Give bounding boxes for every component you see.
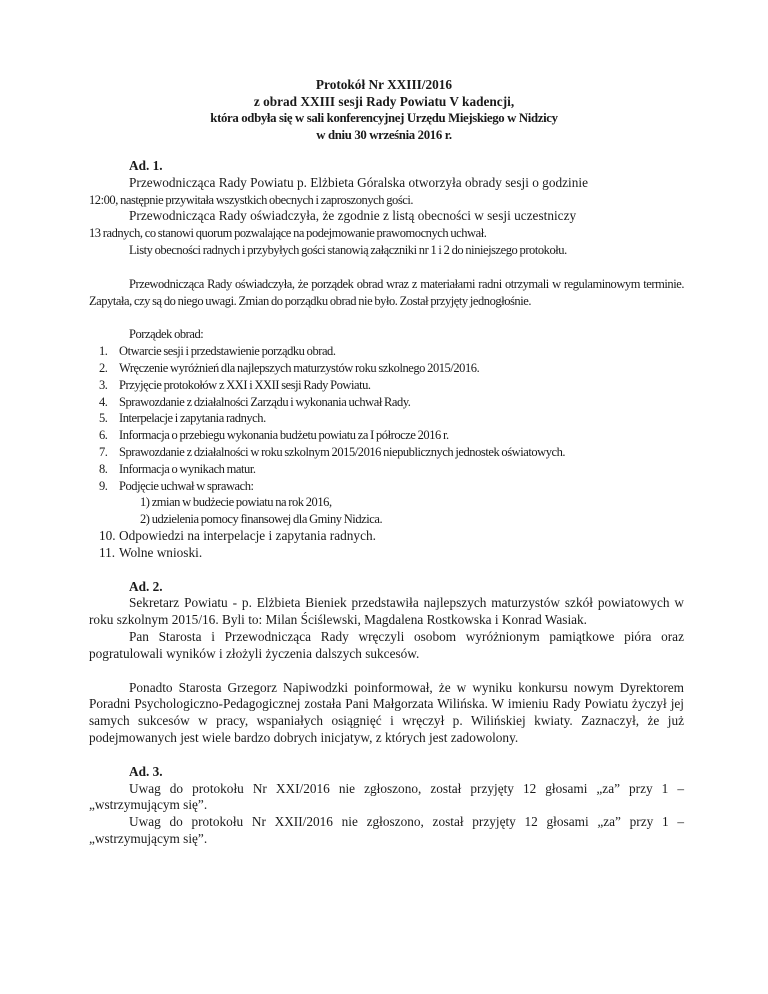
protocol-body (89, 158, 684, 848)
ad3-paragraph-1: Uwag do protokołu Nr XXI/2016 nie zgłoszono, został przyjęty 12 głosami „za” przy 1 – „wstrzymującym się”. (89, 780, 684, 813)
agenda-item: 10. Odpowiedzi na interpelacje i zapytania radnych. (99, 527, 376, 543)
ad1-paragraph-4: Przewodnicząca Rady oświadczyła, że porządek obrad wraz z materiałami radni otrzymali w regulaminowym terminie. Zapytała, czy są do niego uwagi. Zmian do porządku obrad nie było. Został przyjęty jednogłośnie. (89, 276, 684, 308)
agenda-item: 3. Przyjęcie protokołów z XXI i XXII sesji Rady Powiatu. (99, 377, 371, 392)
agenda-item: 9. Podjęcie uchwał w sprawach: (99, 478, 254, 493)
protocol-title: Protokół Nr XXIII/2016 (315, 77, 453, 92)
session-location: która odbyła się w sali konferencyjnej Urzędu Miejskiego w Nidzicy (210, 111, 558, 125)
session-title: z obrad XXIII sesji Rady Powiatu V kadencji, (253, 94, 515, 109)
agenda-subitem: 2) udzielenia pomocy finansowej dla Gminy Nidzica. (140, 512, 383, 527)
agenda-list-tail (89, 528, 684, 562)
agenda-item: 7. Sprawozdanie z działalności w roku szkolnym 2015/2016 niepublicznych jednostek oświatowych. (99, 444, 566, 459)
protocol-header (0, 76, 768, 144)
agenda-item: 2. Wręczenie wyróżnień dla najlepszych maturzystów roku szkolnego 2015/2016. (99, 360, 480, 375)
ad1-paragraph-2b: 13 radnych, co stanowi quorum pozwalające na podejmowanie prawomocnych uchwał. (89, 226, 487, 241)
ad3-heading: Ad. 3. (129, 763, 163, 779)
ad2-heading: Ad. 2. (129, 578, 163, 594)
ad1-heading: Ad. 1. (129, 158, 163, 173)
ad1-paragraph-1b: 12:00, następnie przywitała wszystkich obecnych i zaproszonych gości. (89, 192, 414, 207)
agenda-list (89, 343, 684, 494)
agenda-item: 6. Informacja o przebiegu wykonania budżetu powiatu za I półrocze 2016 r. (99, 428, 449, 443)
ad2-paragraph-1: Sekretarz Powiatu - p. Elżbieta Bieniek przedstawiła najlepszych maturzystów szkół powiatowych w roku szkolnym 2015/16. Byli to: Milan Ściślewski, Magdalena Rostkowska i Konrad Wasiak. (89, 595, 684, 628)
agenda-subitem: 1) zmian w budżecie powiatu na rok 2016, (140, 495, 332, 510)
ad1-paragraph-1a: Przewodnicząca Rady Powiatu p. Elżbieta Góralska otworzyła obrady sesji o godzinie (129, 174, 588, 190)
session-date: w dniu 30 września 2016 r. (316, 128, 452, 142)
ad1-paragraph-2a: Przewodnicząca Rady oświadczyła, że zgodnie z listą obecności w sesji uczestniczy (129, 208, 577, 224)
agenda-item: 11. Wolne wnioski. (99, 544, 203, 560)
ad1-paragraph-3: Listy obecności radnych i przybyłych gości stanowią załączniki nr 1 i 2 do niniejszego protokołu. (129, 242, 567, 257)
ad2-paragraph-3: Ponadto Starosta Grzegorz Napiwodzki poinformował, że w wyniku konkursu nowym Dyrektorem Poradni Psychologiczno-Pedagogicznej została Pani Małgorzata Wilińska. W imieniu Rady Powiatu życzył jej samych sukcesów w pracy, wspaniałych osiągnięć i wręczył p. Wilińskiej kwiaty. Zaznaczył, że już podejmowanych jest wiele bardzo dobrych inicjatyw, z których jest zadowolony. (89, 679, 684, 745)
agenda-item: 4. Sprawozdanie z działalności Zarządu i wykonania uchwał Rady. (99, 394, 411, 409)
agenda-item: 1. Otwarcie sesji i przedstawienie porządku obrad. (99, 344, 336, 359)
agenda-item: 5. Interpelacje i zapytania radnych. (99, 411, 266, 426)
agenda-item: 8. Informacja o wynikach matur. (99, 461, 256, 476)
ad3-paragraph-2: Uwag do protokołu Nr XXII/2016 nie zgłoszono, został przyjęty 12 głosami „za” przy 1 – „wstrzymującym się”. (89, 814, 684, 846)
agenda-title: Porządek obrad: (129, 327, 204, 342)
ad2-paragraph-2: Pan Starosta i Przewodnicząca Rady wręczyli osobom wyróżnionym pamiątkowe pióra oraz pogratulowali wyników i złożyli życzenia dalszych sukcesów. (89, 628, 684, 661)
